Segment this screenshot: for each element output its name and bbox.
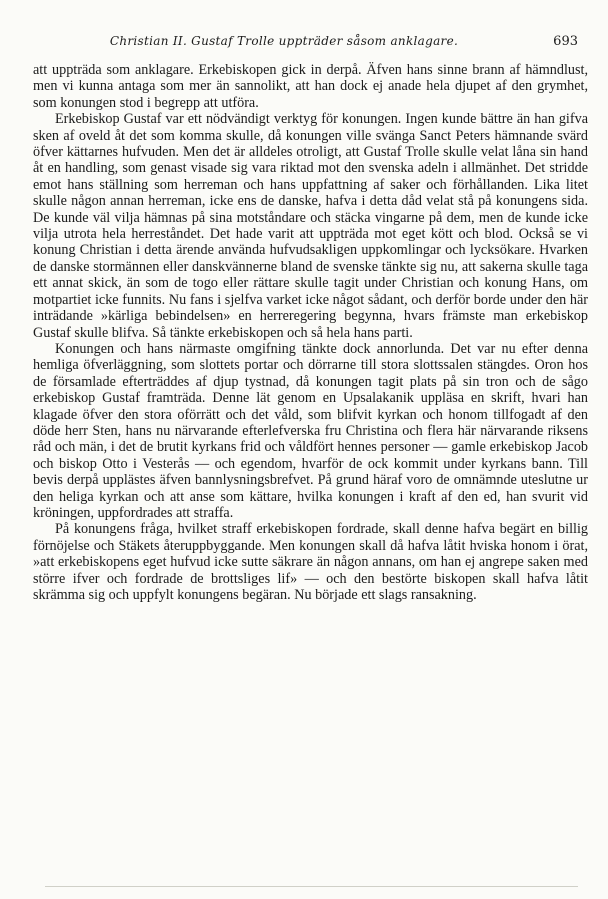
page-header: [30, 34, 578, 56]
paragraph-1: att uppträda som anklagare. Erkebiskopen gick in derpå. Äfven hans sinne brann af hämndlust, men vi kunna antaga som mer än sannolikt, att han dock ej anade hela djupet af den grymhet, som konungen stod i begrepp att utföra.: [33, 62, 588, 111]
paragraph-3: Konungen och hans närmaste omgifning tänkte dock annorlunda. Det var nu efter denna hemliga öfverläggning, som slottets portar och dörrarne till stora slottssalen stängdes. Oron hos de församlade efterträddes af djup tystnad, då konungen tagit plats på sin tron och de sågo erkebiskop Gustaf framträda. Denne lät genom en Upsalakanik uppläsa en skrift, hvari han klagade öfver den stora oförrätt och det våld, som blifvit kyrkan och honom tillfogadt af den döde herr Sten, hans nu närvarande efterlefverska fru Christina och flera här närvarande riksens råd och män, i det de brutit kyrkans frid och våldfört hennes personer — gamle erkebiskop Jacob och biskop Otto i Vesterås — och egendom, hvarför de ock kommit under kyrkans bann. Till bevis derpå upplästes äfven bannlysningsbrefvet. På grund häraf voro de omnämnde uteslutne ur den heliga kyrkan och att anse som kättare, hvilka konungen i kraft af den ed, han svurit vid kröningen, uppfordrades att straffa.: [33, 340, 588, 521]
page-number: 693: [553, 34, 578, 49]
paragraph-4: På konungens fråga, hvilket straff erkebiskopen fordrade, skall denne hafva begärt en billig förnöjelse och Stäkets återuppbyggande. Men konungen skall då hafva låtit hviska honom i örat, »att erkebiskopens eget hufvud icke sutte säkrare än någon annans, om han ej angrepe saken med större ifver och fordrade de brottsliges lif» — och den bestörte biskopen skall hafva låtit skrämma sig och uppfylt konungens begäran. Nu började ett slags ransakning.: [33, 521, 588, 603]
page-bottom-edge: [45, 886, 578, 887]
running-title: Christian II. Gustaf Trolle uppträder såsom anklagare.: [109, 34, 459, 48]
paragraph-2: Erkebiskop Gustaf var ett nödvändigt verktyg för konungen. Ingen kunde bättre än han gifva sken af oveld åt det som komma skulle, då konungen ville svänga Sanct Peters hämnande svärd öfver kättarnes hufvuden. Men det är alldeles otroligt, att Gustaf Trolle skulle velat låna sin hand åt en handling, som genast visade sig vara riktad mot den svenska adeln i allmänhet. Det stridde emot hans ställning som herreman och hans uppfattning af saker och förhållanden. Lika litet skulle någon annan herreman, icke ens de danske, hafva i detta dåd velat stå på konungens sida. De kunde väl vilja hämnas på sina motståndare och stäcka vingarne på dem, men de kunde icke vilja utrota hela herreståndet. Det hade varit att uppträda mot eget kött och blod. Också se vi konung Christian i detta ärende använda hufvudsakligen uppkomlingar och lycksökare. Hvarken de danske stormännen eller danskvännerne bland de svenske tänkte sig nu, att sakerna skulle taga ett annat skick, än som de togo eller rättare skulle tagit under Christian och konung Hans, om motpartiet icke funnits. Nu fans i sjelfva varket icke något sådant, och derför borde under den här inträdande »kärliga bebindelsen» en herreregering begynna, hvars främste man erkebiskop Gustaf skulle blifva. Så tänkte erkebiskopen och så hela hans parti.: [33, 111, 588, 341]
body-text: [33, 62, 588, 603]
